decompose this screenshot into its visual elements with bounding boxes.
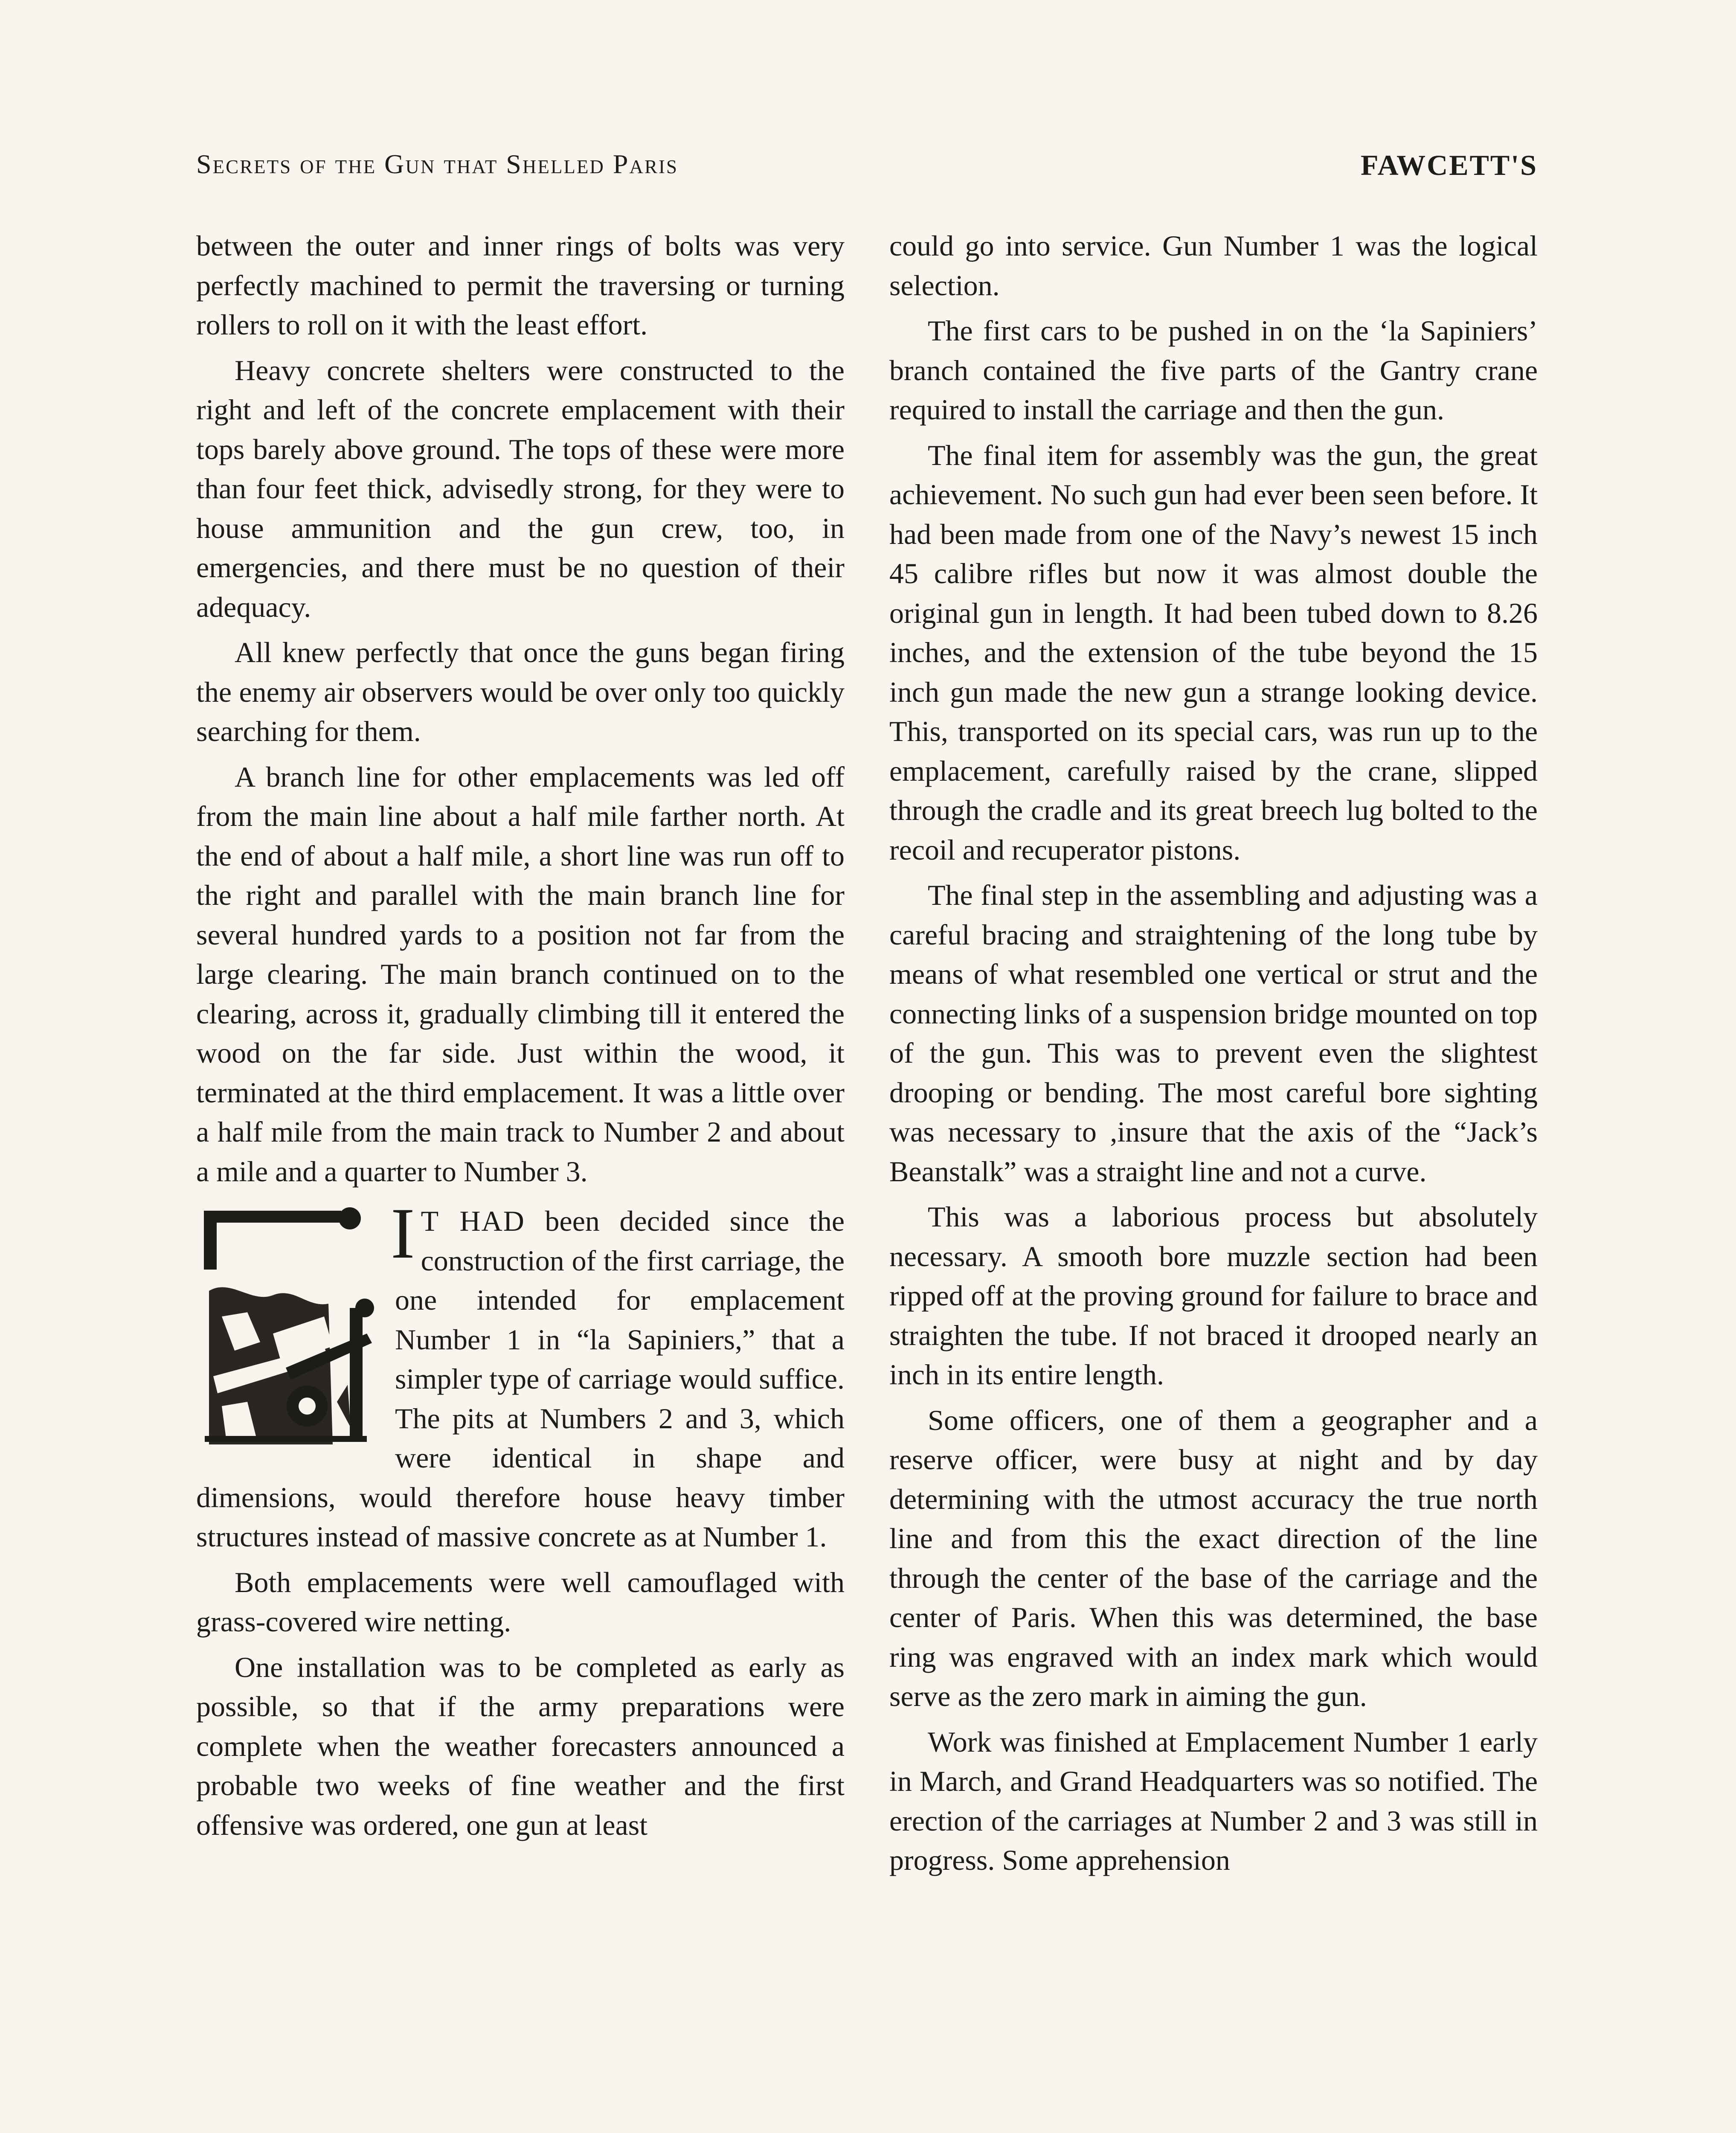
right-paragraph-1: could go into service. Gun Number 1 was the logical selection.: [889, 230, 1538, 302]
left-paragraph-7: One installation was to be completed as early as possible, so that if the army preparations were complete when the weather forecasters announced a probable two weeks of fine weather and the first offensive was ordered, one gun at least: [196, 1651, 845, 1841]
right-paragraph-2: The first cars to be pushed in on the ‘la Sapiniers’ branch contained the five parts of the Gantry crane required to install the carriage and then the gun.: [889, 314, 1538, 426]
left-column: [196, 226, 845, 1845]
right-paragraph-6: Some officers, one of them a geographer and a reserve officer, were busy at night and by day determining with the utmost accuracy the true north line and from this the exact direction of the line through the center of the base of the carriage and the center of Paris. When this was determined, the base ring was engraved with an index mark which would serve as the zero mark in aiming the gun.: [889, 1404, 1538, 1712]
right-paragraph-3: The final item for assembly was the gun, the great achievement. No such gun had ever been seen before. It had been made from one of the Navy’s newest 15 inch 45 calibre rifles but now it was almost double the original gun in length. It had been tubed down to 8.26 inches, and the extension of the tube beyond the 15 inch gun made the new gun a strange looking device. This, transported on its special cars, was run up to the emplacement, carefully raised by the crane, slipped through the cradle and its great breech lug bolted to the recoil and recuperator pistons.: [889, 439, 1538, 866]
left-paragraph-1: between the outer and inner rings of bolts was very perfectly machined to permit the traversing or turning rollers to roll on it with the least effort.: [196, 230, 845, 341]
lead-in-caps: T HAD: [421, 1205, 525, 1237]
drop-cap-letter: I: [391, 1201, 415, 1273]
left-paragraph-2: Heavy concrete shelters were constructed to the right and left of the concrete emplacement with their tops barely above ground. The tops of these were more than four feet thick, advisedly strong, for they were to house ammunition and the gun crew, too, in emergencies, and there must be no question of their adequacy.: [196, 354, 845, 623]
right-paragraph-7: Work was finished at Emplacement Number 1 early in March, and Grand Headquarters was so notified. The erection of the carriages at Number 2 and 3 was still in progress. Some apprehension: [889, 1725, 1538, 1876]
left-paragraph-5: been decided since the construction of the first carriage, the one intended for emplacement Number 1 in “la Sapiniers,” that a simpler type of carriage would suffice. The pits at Numbers 2 and 3, which were identical in shape and dimensions, would therefore house heavy timber structures instead of massive concrete as at Number 1.: [196, 1205, 845, 1553]
left-paragraph-4: A branch line for other emplacements was led off from the main line about a half mile farther north. At the end of about a half mile, a short line was run off to the right and parallel with the main branch line for several hundred yards to a position not far from the large clearing. The main branch continued on to the clearing, across it, gradually climbing till it entered the wood on the far side. Just within the wood, it terminated at the third emplacement. It was a little over a half mile from the main track to Number 2 and about a mile and a quarter to Number 3.: [196, 760, 845, 1188]
drop-cap-section: [196, 1201, 845, 1557]
left-paragraph-6: Both emplacements were well camouflaged with grass-covered wire netting.: [196, 1566, 845, 1638]
running-head-title: Secrets of the Gun that Shelled Paris: [196, 149, 678, 179]
gun-crew-woodcut-icon: [196, 1206, 380, 1444]
right-paragraph-5: This was a laborious process but absolutely necessary. A smooth bore muzzle section had been ripped off at the proving ground for failure to brace and straighten the tube. If not braced it drooped nearly an inch in its entire length.: [889, 1200, 1538, 1391]
running-head-magazine: FAWCETT'S: [1361, 149, 1538, 181]
right-paragraph-4: The final step in the assembling and adjusting was a careful bracing and straightening of the long tube by means of what resembled one vertical or strut and the connecting links of a suspension bridge mounted on top of the gun. This was to prevent even the slightest drooping or bending. The most careful bore sighting was necessary to ,insure that the axis of the “Jack’s Beanstalk” was a straight line and not a curve.: [889, 879, 1538, 1188]
running-head: [196, 148, 1538, 195]
right-column: [889, 226, 1538, 1880]
left-paragraph-3: All knew perfectly that once the guns began firing the enemy air observers would be over only too quickly searching for them.: [196, 636, 845, 747]
